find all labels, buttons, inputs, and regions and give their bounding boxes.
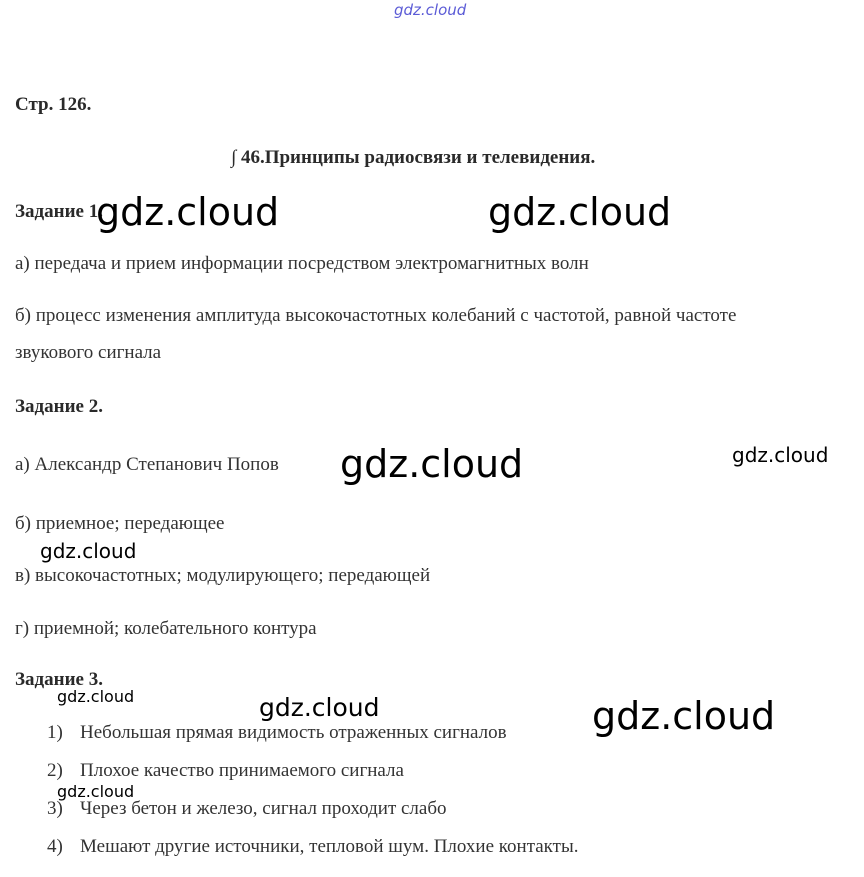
watermark: gdz.cloud <box>259 693 380 722</box>
watermark: gdz.cloud <box>488 190 672 234</box>
top-watermark: gdz.cloud <box>394 1 467 19</box>
task3-item-text: Мешают другие источники, тепловой шум. Плохие контакты. <box>80 836 579 857</box>
task2-answer-c: в) высокочастотных; модулирующего; передающей <box>15 565 431 586</box>
task1-answer-a: а) передача и прием информации посредством электромагнитных волн <box>15 253 589 274</box>
task1-answer-b-line2: звукового сигнала <box>15 342 162 363</box>
watermark: gdz.cloud <box>732 443 829 467</box>
task3-item-number: 4) <box>47 836 63 857</box>
task3-item-number: 3) <box>47 798 63 819</box>
watermark: gdz.cloud <box>57 782 135 801</box>
task2-answer-a: а) Александр Степанович Попов <box>15 454 279 475</box>
task3-item-text: Через бетон и железо, сигнал проходит слабо <box>80 798 447 819</box>
watermark: gdz.cloud <box>40 539 137 563</box>
task3-item-number: 1) <box>47 722 63 743</box>
task2-answer-d: г) приемной; колебательного контура <box>15 618 317 639</box>
page-label: Стр. 126. <box>15 94 92 115</box>
watermark: gdz.cloud <box>592 694 776 738</box>
task1-answer-b-line1: б) процесс изменения амплитуда высокочастотных колебаний с частотой, равной частоте <box>15 305 737 326</box>
watermark: gdz.cloud <box>96 190 280 234</box>
task1-heading: Задание 1. <box>15 201 103 222</box>
watermark: gdz.cloud <box>57 687 135 706</box>
task2-heading: Задание 2. <box>15 396 103 417</box>
task3-item-number: 2) <box>47 760 63 781</box>
watermark: gdz.cloud <box>340 442 524 486</box>
task2-answer-b: б) приемное; передающее <box>15 513 225 534</box>
task3-item-text: Небольшая прямая видимость отраженных сигналов <box>80 722 507 743</box>
task3-heading: Задание 3. <box>15 669 103 690</box>
task3-item-text: Плохое качество принимаемого сигнала <box>80 760 404 781</box>
section-title: ∫ 46.Принципы радиосвязи и телевидения. <box>231 147 596 168</box>
